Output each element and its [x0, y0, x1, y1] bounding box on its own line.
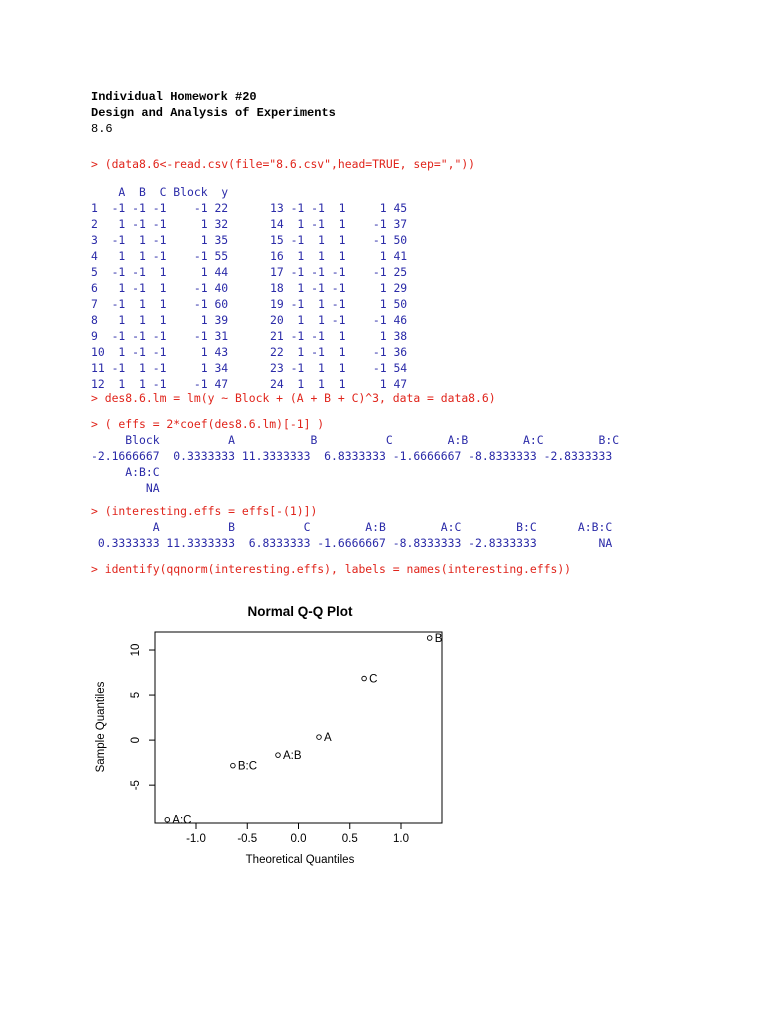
table-row: 11 -1 1 -1 1 34	[91, 361, 229, 375]
output-line: A B C A:B A:C B:C A:B:C	[91, 520, 613, 534]
table-row: 17 -1 -1 -1 -1 25	[270, 265, 408, 279]
table-row: 3 -1 1 -1 1 35	[91, 233, 229, 247]
x-tick-label: 0.5	[341, 833, 358, 845]
table-row: 1 -1 -1 -1 -1 22	[91, 201, 229, 215]
course-title: Design and Analysis of Experiments	[91, 106, 336, 120]
command-qqnorm: > identify(qqnorm(interesting.effs), labels = names(interesting.effs))	[91, 562, 572, 576]
table-row: 22 1 -1 1 -1 36	[270, 345, 408, 359]
table-row: 10 1 -1 -1 1 43	[91, 345, 229, 359]
table-row: 14 1 -1 1 -1 37	[270, 217, 408, 231]
table-row: 6 1 -1 1 -1 40	[91, 281, 229, 295]
x-tick-label: -0.5	[237, 833, 258, 845]
problem-number: 8.6	[91, 122, 113, 136]
table-row: 21 -1 -1 1 1 38	[270, 329, 408, 343]
table-row: 16 1 1 1 1 41	[270, 249, 408, 263]
y-axis-label: Sample Quantiles	[95, 681, 107, 773]
interesting-effs-output	[91, 519, 612, 551]
qq-point	[276, 753, 281, 758]
command-interesting-effs: > (interesting.effs = effs[-(1)])	[91, 504, 318, 518]
table-row: 24 1 1 1 1 47	[270, 377, 408, 391]
table-row: 8 1 1 1 1 39	[91, 313, 229, 327]
data-table-header: A B C Block y	[91, 185, 229, 199]
qq-point	[317, 735, 322, 740]
command-effs: > ( effs = 2*coef(des8.6.lm)[-1] )	[91, 417, 325, 431]
homework-title: Individual Homework #20	[91, 90, 257, 104]
qq-plot-svg	[90, 600, 490, 880]
qq-points	[165, 633, 443, 827]
table-row: 2 1 -1 -1 1 32	[91, 217, 229, 231]
output-line: -2.1666667 0.3333333 11.3333333 6.8333333 -1.6666667 -8.8333333 -2.8333333	[91, 449, 613, 463]
point-label: A:B	[283, 750, 302, 763]
qq-point	[231, 763, 236, 768]
point-label: A:C	[172, 814, 192, 827]
table-row: 18 1 -1 -1 1 29	[270, 281, 408, 295]
table-row: 4 1 1 -1 -1 55	[91, 249, 229, 263]
table-row: 7 -1 1 1 -1 60	[91, 297, 229, 311]
effs-output	[91, 432, 619, 496]
y-tick-label: 10	[130, 643, 142, 657]
command-read-csv: > (data8.6<-read.csv(file="8.6.csv",head=TRUE, sep=","))	[91, 157, 476, 171]
x-tick-label: -1.0	[186, 833, 206, 845]
x-axis	[186, 823, 409, 845]
qq-plot	[90, 600, 490, 880]
table-row: 15 -1 1 1 -1 50	[270, 233, 408, 247]
table-row: 19 -1 1 -1 1 50	[270, 297, 408, 311]
qq-point	[362, 676, 367, 681]
output-line: NA	[91, 481, 160, 495]
table-row: 12 1 1 -1 -1 47	[91, 377, 229, 391]
table-row: 20 1 1 -1 -1 46	[270, 313, 408, 327]
point-label: B:C	[237, 760, 258, 773]
y-tick-label: 0	[130, 736, 142, 744]
table-row: 13 -1 -1 1 1 45	[270, 201, 408, 215]
command-lm: > des8.6.lm = lm(y ~ Block + (A + B + C)^3, data = data8.6)	[91, 391, 496, 405]
y-tick-label: -5	[130, 780, 142, 791]
point-label: A	[324, 732, 332, 745]
point-label: B	[434, 633, 443, 646]
x-tick-label: 0.0	[290, 833, 307, 845]
output-line: A:B:C	[91, 465, 160, 479]
x-tick-label: 1.0	[393, 833, 409, 845]
qq-point	[165, 817, 170, 822]
output-line: Block A B C A:B A:C B:C	[91, 433, 620, 447]
table-row: 23 -1 1 1 -1 54	[270, 361, 408, 375]
plot-frame	[155, 632, 442, 823]
x-axis-label: Theoretical Quantiles	[245, 854, 355, 866]
y-axis	[130, 644, 155, 791]
table-row: 5 -1 -1 1 1 44	[91, 265, 229, 279]
point-label: C	[369, 673, 378, 686]
data-table-left	[91, 200, 228, 392]
table-row: 9 -1 -1 -1 -1 31	[91, 329, 229, 343]
output-line: 0.3333333 11.3333333 6.8333333 -1.6666667 -8.8333333 -2.8333333 NA	[91, 536, 613, 550]
data-table-right	[270, 200, 407, 392]
plot-title: Normal Q-Q Plot	[247, 604, 353, 619]
y-tick-label: 5	[130, 691, 142, 699]
qq-point	[427, 636, 432, 641]
